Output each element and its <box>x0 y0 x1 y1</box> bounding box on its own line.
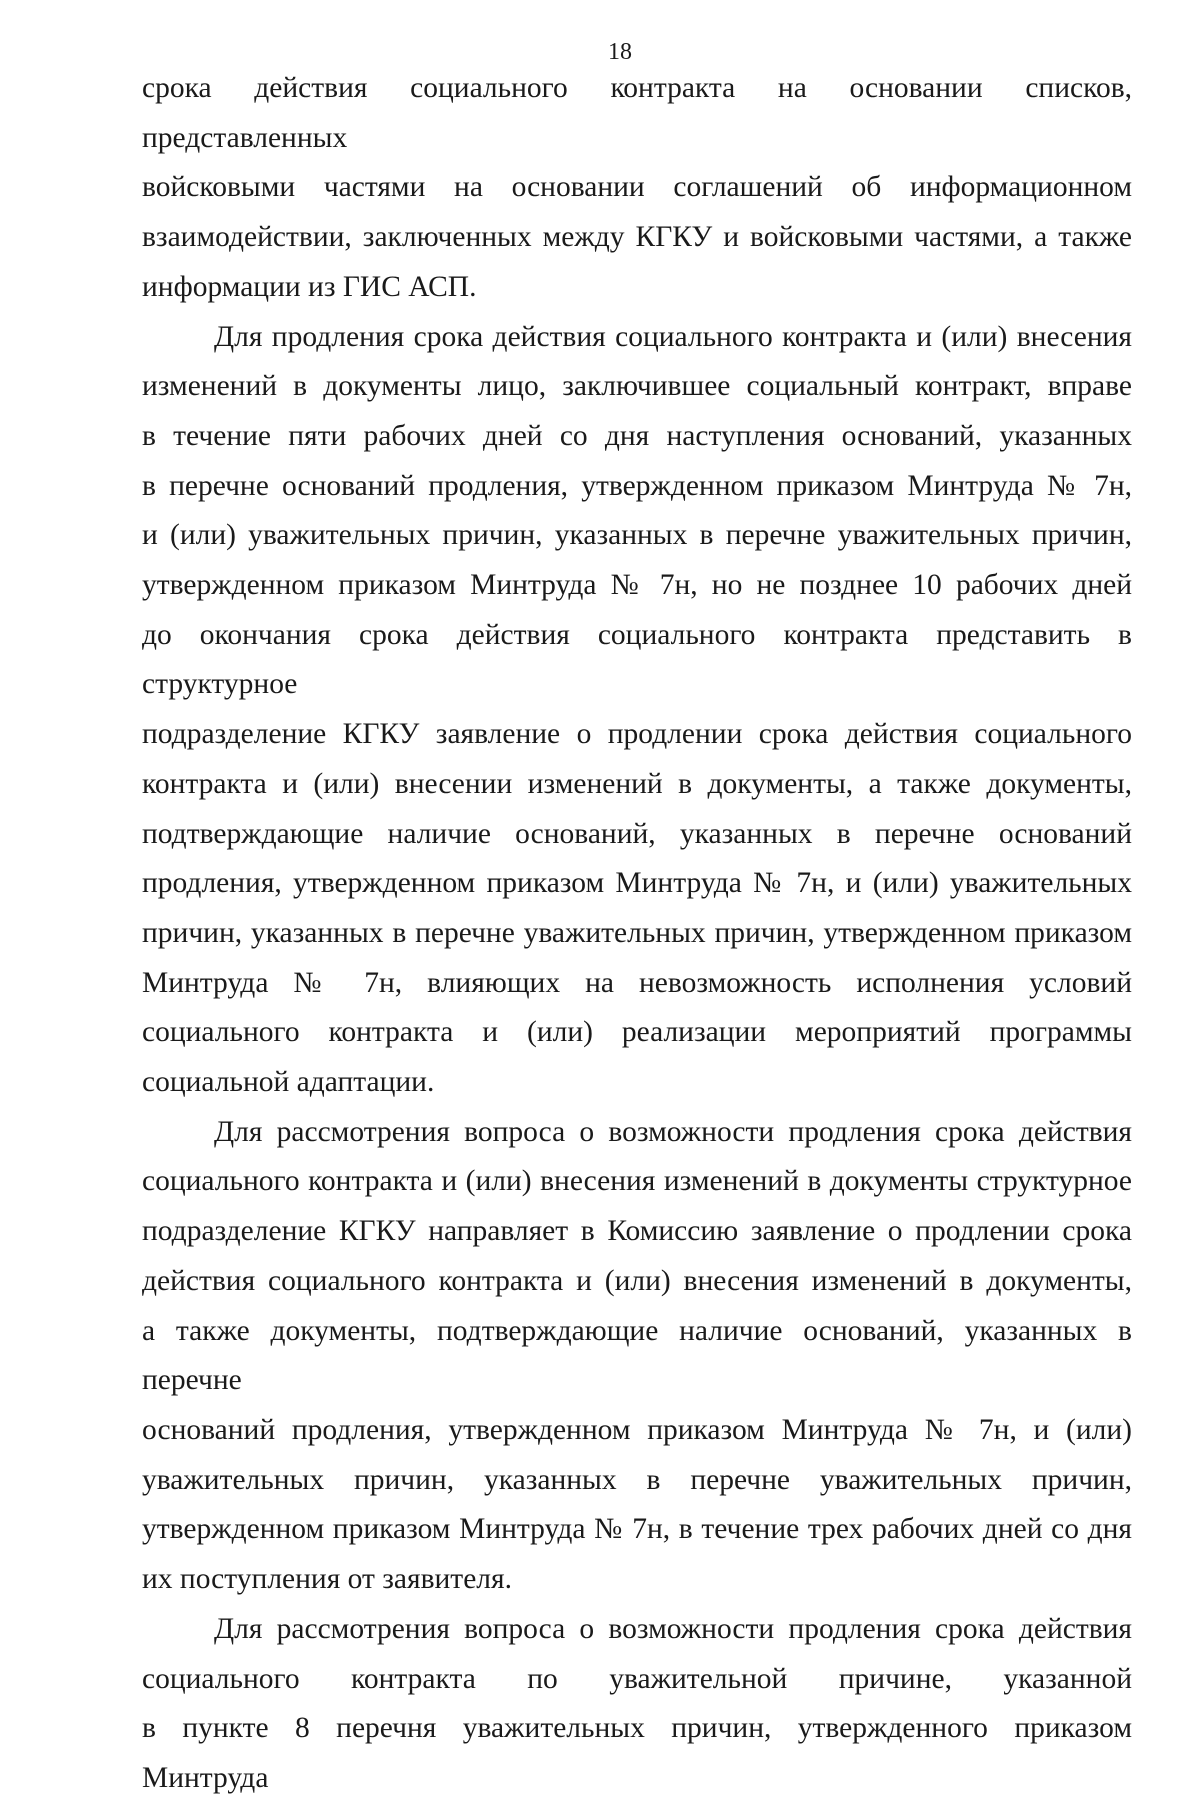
text-line: информации из ГИС АСП. <box>142 270 477 303</box>
text-line: Для рассмотрения вопроса о возможности продления срока действия <box>214 1115 1132 1148</box>
text-line: взаимодействии, заключенных между КГКУ и войсковыми частями, а также <box>142 221 1132 254</box>
text-line: утвержденном приказом Минтруда № 7н, в течение трех рабочих дней со дня <box>142 1513 1132 1546</box>
text-line: в течение пяти рабочих дней со дня наступления оснований, указанных <box>142 419 1132 452</box>
text-line: изменений в документы лицо, заключившее социальный контракт, вправе <box>142 370 1132 403</box>
paragraph-1 <box>142 64 1132 313</box>
text-line: подразделение КГКУ заявление о продлении срока действия социального <box>142 718 1132 751</box>
text-line: Минтруда № 7н, влияющих на невозможность исполнения условий <box>142 966 1132 999</box>
text-line: срока действия социального контракта на основании списков, представленных <box>142 72 1132 154</box>
text-line: Для продления срока действия социального контракта и (или) внесения <box>214 320 1132 353</box>
text-line: подтверждающие наличие оснований, указанных в перечне оснований <box>142 817 1132 850</box>
text-line: контракта и (или) внесении изменений в документы, а также документы, <box>142 767 1132 800</box>
paragraph-3 <box>142 1108 1132 1605</box>
text-line: и (или) уважительных причин, указанных в перечне уважительных причин, <box>142 519 1132 552</box>
text-line: утвержденном приказом Минтруда № 7н, но не позднее 10 рабочих дней <box>142 569 1132 602</box>
text-line: в пункте 8 перечня уважительных причин, утвержденного приказом Минтруда <box>142 1712 1132 1794</box>
text-line: в перечне оснований продления, утвержденном приказом Минтруда № 7н, <box>142 469 1132 502</box>
text-line: социального контракта и (или) внесения изменений в документы структурное <box>142 1165 1132 1198</box>
text-line: социального контракта и (или) реализации мероприятий программы <box>142 1016 1132 1049</box>
text-line: причин, указанных в перечне уважительных причин, утвержденном приказом <box>142 916 1132 949</box>
text-line: социальной адаптации. <box>142 1066 435 1099</box>
text-line: Для рассмотрения вопроса о возможности продления срока действия <box>214 1612 1132 1645</box>
paragraph-2 <box>142 313 1132 1108</box>
page-number: 18 <box>608 39 632 65</box>
text-line: действия социального контракта и (или) внесения изменений в документы, <box>142 1264 1132 1297</box>
text-line: их поступления от заявителя. <box>142 1563 512 1596</box>
text-line: подразделение КГКУ направляет в Комиссию заявление о продлении срока <box>142 1215 1132 1248</box>
text-line: войсковыми частями на основании соглашений об информационном <box>142 171 1132 204</box>
text-line: продления, утвержденном приказом Минтруда № 7н, и (или) уважительных <box>142 867 1132 900</box>
text-line: социального контракта по уважительной причине, указанной <box>142 1662 1132 1695</box>
text-line: до окончания срока действия социального контракта представить в структурное <box>142 618 1132 701</box>
paragraph-4 <box>142 1605 1132 1804</box>
text-line: а также документы, подтверждающие наличие оснований, указанных в перечне <box>142 1314 1132 1397</box>
text-line: уважительных причин, указанных в перечне уважительных причин, <box>142 1463 1132 1496</box>
document-body <box>142 64 1132 1804</box>
text-line: оснований продления, утвержденном приказом Минтруда № 7н, и (или) <box>142 1413 1132 1446</box>
